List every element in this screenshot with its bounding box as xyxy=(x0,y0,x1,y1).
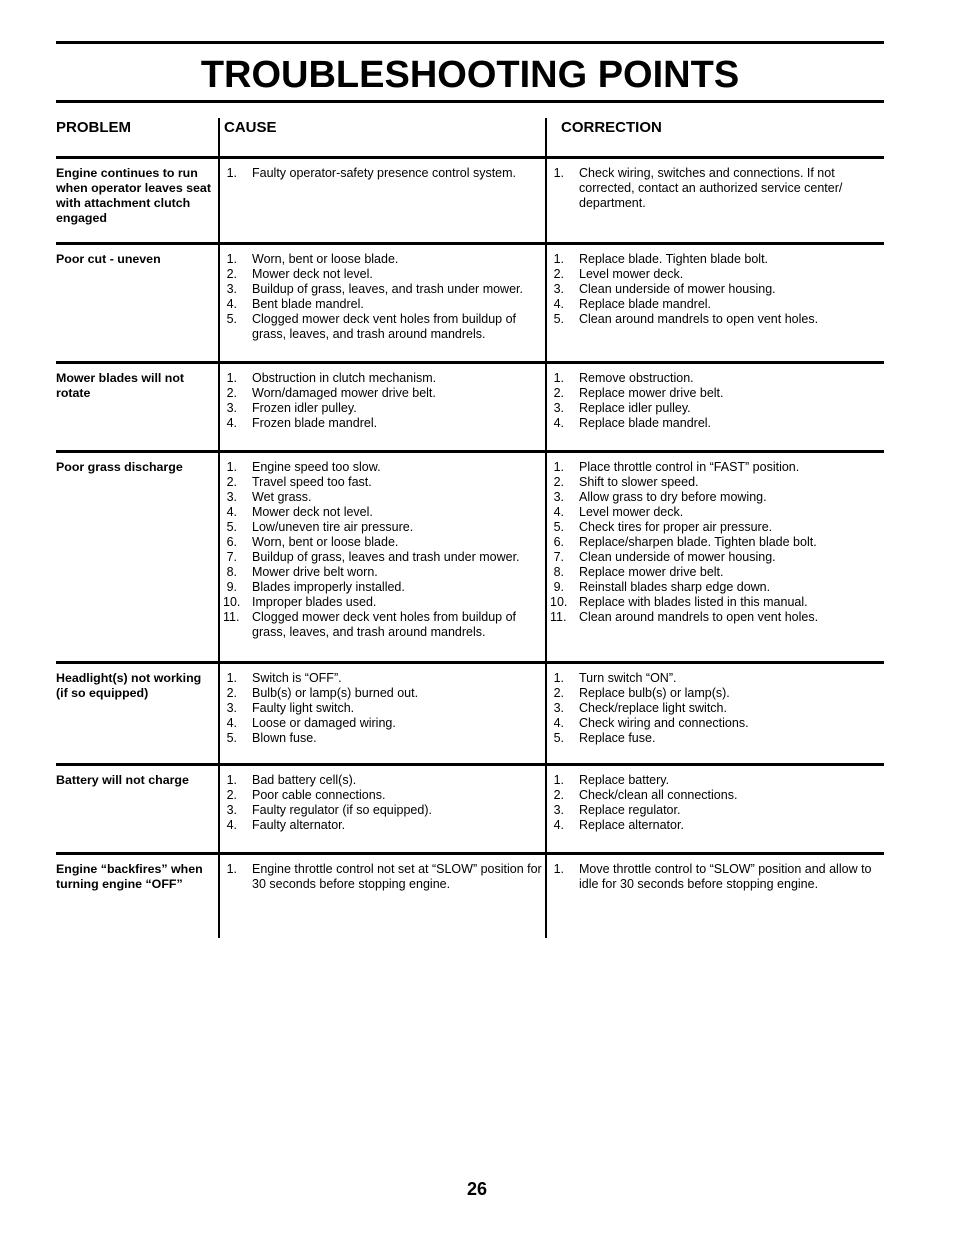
table-row xyxy=(56,451,884,662)
item-text: Check tires for proper air pressure. xyxy=(579,519,773,534)
list-item xyxy=(223,267,545,282)
item-number: 8. xyxy=(553,564,564,579)
item-number: 3. xyxy=(553,281,564,296)
item-text: Replace blade mandrel. xyxy=(579,296,712,311)
item-number: 1. xyxy=(553,861,564,876)
list-item xyxy=(550,371,884,386)
item-number: 2. xyxy=(553,685,564,700)
list-item xyxy=(223,610,545,640)
item-text: Improper blades used. xyxy=(252,594,377,609)
item-number: 4. xyxy=(553,504,564,519)
item-number: 3. xyxy=(553,700,564,715)
item-number: 5. xyxy=(226,519,237,534)
list-item xyxy=(223,505,545,520)
item-number: 1. xyxy=(553,670,564,685)
list-item xyxy=(550,297,884,312)
item-number: 1. xyxy=(226,165,237,180)
item-text: Clean around mandrels to open vent holes. xyxy=(579,609,819,624)
item-text: Replace/sharpen blade. Tighten blade bolt. xyxy=(579,534,817,549)
list-item xyxy=(223,701,545,716)
item-number: 2. xyxy=(226,385,237,400)
item-number: 2. xyxy=(226,685,237,700)
list-item xyxy=(223,416,545,431)
item-text: Remove obstruction. xyxy=(579,370,694,385)
item-text: Clean underside of mower housing. xyxy=(579,549,776,564)
list-item xyxy=(550,490,884,505)
item-text: Replace blade mandrel. xyxy=(579,415,712,430)
problem-cell: Poor cut - uneven xyxy=(56,251,161,266)
problem-cell: Mower blades will not rotate xyxy=(56,370,185,400)
problem-cell: Headlight(s) not working (if so equipped) xyxy=(56,670,202,700)
item-number: 4. xyxy=(226,504,237,519)
list-item xyxy=(223,490,545,505)
item-number: 4. xyxy=(553,817,564,832)
item-number: 5. xyxy=(226,311,237,326)
list-item xyxy=(223,520,545,535)
list-item xyxy=(550,803,884,818)
list-item xyxy=(550,580,884,595)
item-text: Shift to slower speed. xyxy=(579,474,699,489)
list-item xyxy=(223,371,545,386)
list-item xyxy=(223,386,545,401)
item-number: 1. xyxy=(226,370,237,385)
item-text: Obstruction in clutch mechanism. xyxy=(252,370,437,385)
item-text: Check wiring and connections. xyxy=(579,715,749,730)
table-row xyxy=(56,243,884,362)
cause-cell xyxy=(219,764,546,853)
item-text: Faulty light switch. xyxy=(252,700,355,715)
item-number: 4. xyxy=(553,415,564,430)
table-body xyxy=(56,157,884,938)
list-item xyxy=(550,773,884,788)
item-number: 2. xyxy=(553,266,564,281)
item-number: 2. xyxy=(226,787,237,802)
cause-list xyxy=(223,773,545,833)
item-text: Replace battery. xyxy=(579,772,670,787)
correction-list xyxy=(550,166,884,211)
item-number: 11. xyxy=(550,609,567,624)
list-item xyxy=(550,505,884,520)
item-text: Replace regulator. xyxy=(579,802,681,817)
item-number: 4. xyxy=(226,817,237,832)
correction-list xyxy=(550,371,884,431)
item-number: 1. xyxy=(226,670,237,685)
item-text: Low/uneven tire air pressure. xyxy=(252,519,414,534)
item-text: Check wiring, switches and connections. If not corrected, contact an authorized service center/ department. xyxy=(579,165,843,210)
list-item xyxy=(550,701,884,716)
item-text: Level mower deck. xyxy=(579,504,684,519)
item-text: Worn, bent or loose blade. xyxy=(252,534,399,549)
correction-cell xyxy=(546,764,884,853)
item-text: Worn, bent or loose blade. xyxy=(252,251,399,266)
item-text: Mower deck not level. xyxy=(252,504,373,519)
correction-list xyxy=(550,252,884,327)
item-text: Replace idler pulley. xyxy=(579,400,691,415)
item-number: 3. xyxy=(553,489,564,504)
item-number: 7. xyxy=(226,549,237,564)
item-text: Reinstall blades sharp edge down. xyxy=(579,579,771,594)
item-text: Mower deck not level. xyxy=(252,266,373,281)
correction-list xyxy=(550,773,884,833)
table-row xyxy=(56,362,884,451)
item-text: Move throttle control to “SLOW” position and allow to idle for 30 seconds before stopping engine. xyxy=(579,861,872,891)
item-number: 10. xyxy=(223,594,241,609)
list-item xyxy=(550,416,884,431)
list-item xyxy=(550,312,884,327)
list-item xyxy=(550,460,884,475)
list-item xyxy=(550,862,884,892)
list-item xyxy=(223,282,545,297)
item-text: Clean around mandrels to open vent holes. xyxy=(579,311,819,326)
item-text: Loose or damaged wiring. xyxy=(252,715,396,730)
list-item xyxy=(550,595,884,610)
list-item xyxy=(550,565,884,580)
list-item xyxy=(550,686,884,701)
correction-cell xyxy=(546,662,884,764)
item-text: Blades improperly installed. xyxy=(252,579,405,594)
item-number: 1. xyxy=(226,772,237,787)
item-text: Switch is “OFF”. xyxy=(252,670,342,685)
item-number: 4. xyxy=(226,296,237,311)
item-text: Wet grass. xyxy=(252,489,312,504)
problem-cell: Poor grass discharge xyxy=(56,459,183,474)
list-item xyxy=(223,475,545,490)
correction-cell xyxy=(546,157,884,243)
item-text: Frozen blade mandrel. xyxy=(252,415,378,430)
item-text: Buildup of grass, leaves and trash under mower. xyxy=(252,549,520,564)
item-number: 1. xyxy=(553,251,564,266)
problem-cell: Engine continues to run when operator leaves seat with attachment clutch engaged xyxy=(56,165,211,225)
item-number: 1. xyxy=(553,772,564,787)
item-text: Replace blade. Tighten blade bolt. xyxy=(579,251,769,266)
header-cause: CAUSE xyxy=(219,118,546,157)
list-item xyxy=(550,610,884,625)
cause-list xyxy=(223,460,545,640)
item-number: 3. xyxy=(226,802,237,817)
item-number: 2. xyxy=(553,385,564,400)
item-text: Frozen idler pulley. xyxy=(252,400,357,415)
table-row xyxy=(56,157,884,243)
item-text: Faulty alternator. xyxy=(252,817,346,832)
item-number: 2. xyxy=(226,266,237,281)
list-item xyxy=(223,595,545,610)
correction-cell xyxy=(546,243,884,362)
list-item xyxy=(223,773,545,788)
table-row xyxy=(56,764,884,853)
item-number: 5. xyxy=(553,730,564,745)
list-item xyxy=(550,386,884,401)
cause-list xyxy=(223,166,545,181)
item-number: 5. xyxy=(553,519,564,534)
item-number: 5. xyxy=(553,311,564,326)
item-number: 3. xyxy=(226,281,237,296)
item-text: Check/clean all connections. xyxy=(579,787,738,802)
cause-cell xyxy=(219,451,546,662)
item-text: Bad battery cell(s). xyxy=(252,772,357,787)
item-text: Check/replace light switch. xyxy=(579,700,727,715)
item-text: Poor cable connections. xyxy=(252,787,386,802)
item-number: 4. xyxy=(553,296,564,311)
list-item xyxy=(223,166,545,181)
table-row xyxy=(56,662,884,764)
cause-cell xyxy=(219,362,546,451)
item-text: Clogged mower deck vent holes from buildup of grass, leaves, and trash around mandrels. xyxy=(252,311,517,341)
item-number: 3. xyxy=(553,400,564,415)
list-item xyxy=(223,716,545,731)
list-item xyxy=(223,252,545,267)
list-item xyxy=(550,520,884,535)
list-item xyxy=(223,671,545,686)
item-number: 11. xyxy=(223,609,240,624)
item-text: Blown fuse. xyxy=(252,730,317,745)
item-text: Clean underside of mower housing. xyxy=(579,281,776,296)
list-item xyxy=(223,731,545,746)
list-item xyxy=(223,788,545,803)
problem-cell: Engine “backfires” when turning engine “OFF” xyxy=(56,861,203,891)
item-text: Level mower deck. xyxy=(579,266,684,281)
item-text: Turn switch “ON”. xyxy=(579,670,677,685)
item-number: 4. xyxy=(553,715,564,730)
list-item xyxy=(550,818,884,833)
table-header-row xyxy=(56,118,884,157)
page xyxy=(56,41,884,938)
item-text: Replace fuse. xyxy=(579,730,656,745)
title-rule xyxy=(56,100,884,103)
correction-cell xyxy=(546,853,884,938)
item-text: Bent blade mandrel. xyxy=(252,296,364,311)
problem-cell: Battery will not charge xyxy=(56,772,189,787)
item-text: Engine throttle control not set at “SLOW” position for 30 seconds before stopping engine. xyxy=(252,861,542,891)
item-number: 1. xyxy=(553,165,564,180)
correction-list xyxy=(550,671,884,746)
list-item xyxy=(550,731,884,746)
list-item xyxy=(223,803,545,818)
list-item xyxy=(550,401,884,416)
item-text: Mower drive belt worn. xyxy=(252,564,378,579)
item-number: 3. xyxy=(226,700,237,715)
list-item xyxy=(550,166,884,211)
cause-cell xyxy=(219,662,546,764)
item-text: Clogged mower deck vent holes from buildup of grass, leaves, and trash around mandrels. xyxy=(252,609,517,639)
item-number: 1. xyxy=(226,459,237,474)
item-number: 2. xyxy=(226,474,237,489)
cause-list xyxy=(223,862,545,892)
item-text: Replace with blades listed in this manual. xyxy=(579,594,808,609)
item-number: 3. xyxy=(226,489,237,504)
list-item xyxy=(550,267,884,282)
header-correction: CORRECTION xyxy=(546,118,884,157)
list-item xyxy=(223,312,545,342)
item-number: 6. xyxy=(226,534,237,549)
list-item xyxy=(223,535,545,550)
list-item xyxy=(223,818,545,833)
item-number: 4. xyxy=(226,415,237,430)
page-title: TROUBLESHOOTING POINTS xyxy=(200,54,740,96)
item-number: 9. xyxy=(553,579,564,594)
item-number: 2. xyxy=(553,474,564,489)
list-item xyxy=(223,565,545,580)
item-number: 3. xyxy=(226,400,237,415)
item-text: Place throttle control in “FAST” position. xyxy=(579,459,800,474)
item-text: Engine speed too slow. xyxy=(252,459,381,474)
list-item xyxy=(550,535,884,550)
item-number: 9. xyxy=(226,579,237,594)
item-number: 3. xyxy=(553,802,564,817)
list-item xyxy=(550,282,884,297)
cause-list xyxy=(223,252,545,342)
cause-cell xyxy=(219,157,546,243)
cause-cell xyxy=(219,243,546,362)
cause-cell xyxy=(219,853,546,938)
list-item xyxy=(223,862,545,892)
item-text: Replace mower drive belt. xyxy=(579,385,724,400)
list-item xyxy=(550,475,884,490)
correction-list xyxy=(550,862,884,892)
list-item xyxy=(550,716,884,731)
list-item xyxy=(223,401,545,416)
list-item xyxy=(223,580,545,595)
list-item xyxy=(223,686,545,701)
item-text: Replace alternator. xyxy=(579,817,684,832)
item-text: Replace mower drive belt. xyxy=(579,564,724,579)
list-item xyxy=(550,671,884,686)
item-text: Faulty regulator (if so equipped). xyxy=(252,802,432,817)
item-number: 7. xyxy=(553,549,564,564)
cause-list xyxy=(223,671,545,746)
item-number: 8. xyxy=(226,564,237,579)
header-problem: PROBLEM xyxy=(56,119,131,136)
item-number: 1. xyxy=(226,861,237,876)
item-number: 1. xyxy=(553,370,564,385)
list-item xyxy=(550,788,884,803)
item-number: 4. xyxy=(226,715,237,730)
cause-list xyxy=(223,371,545,431)
item-number: 10. xyxy=(550,594,568,609)
correction-list xyxy=(550,460,884,625)
troubleshooting-table xyxy=(56,118,884,938)
item-text: Bulb(s) or lamp(s) burned out. xyxy=(252,685,419,700)
item-number: 1. xyxy=(553,459,564,474)
table-row xyxy=(56,853,884,938)
list-item xyxy=(223,297,545,312)
item-text: Worn/damaged mower drive belt. xyxy=(252,385,436,400)
item-number: 5. xyxy=(226,730,237,745)
item-text: Travel speed too fast. xyxy=(252,474,372,489)
item-text: Buildup of grass, leaves, and trash under mower. xyxy=(252,281,523,296)
item-text: Replace bulb(s) or lamp(s). xyxy=(579,685,730,700)
page-number: 26 xyxy=(466,1179,488,1199)
correction-cell xyxy=(546,451,884,662)
list-item xyxy=(550,252,884,267)
list-item xyxy=(550,550,884,565)
item-number: 6. xyxy=(553,534,564,549)
list-item xyxy=(223,460,545,475)
item-number: 2. xyxy=(553,787,564,802)
list-item xyxy=(223,550,545,565)
item-text: Faulty operator-safety presence control system. xyxy=(252,165,517,180)
item-number: 1. xyxy=(226,251,237,266)
correction-cell xyxy=(546,362,884,451)
item-text: Allow grass to dry before mowing. xyxy=(579,489,767,504)
